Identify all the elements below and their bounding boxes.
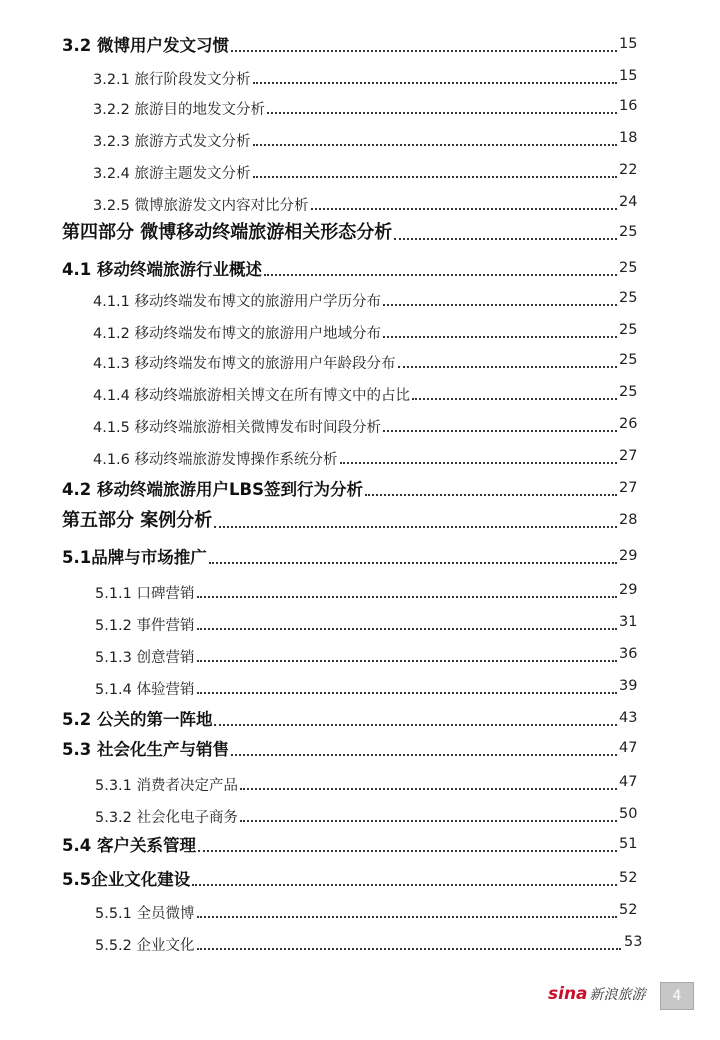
toc-leader-dots: [197, 660, 617, 662]
toc-entry-title: 3.2.3 旅游方式发文分析: [93, 134, 251, 150]
toc-entry-title: 5.1品牌与市场推广: [62, 548, 207, 567]
toc-entry[interactable]: [0, 92, 720, 122]
sina-travel-brand-text: 新浪旅游: [589, 987, 646, 1003]
toc-leader-dots: [209, 562, 617, 564]
toc-page-number: 25: [619, 290, 638, 306]
toc-entry-title: 4.1.6 移动终端旅游发博操作系统分析: [93, 452, 338, 468]
toc-leader-dots: [198, 850, 617, 852]
toc-page-number: 29: [619, 548, 638, 564]
toc-page-number: 24: [619, 194, 638, 210]
toc-entry[interactable]: [0, 346, 720, 376]
toc-page-number: 16: [619, 98, 638, 114]
toc-entry-title: 5.5.1 全员微博: [95, 906, 195, 922]
toc-leader-dots: [383, 336, 617, 338]
toc-page-number: 53: [624, 934, 643, 950]
toc-leader-dots: [340, 462, 617, 464]
toc-leader-dots: [383, 430, 617, 432]
toc-leader-dots: [197, 916, 617, 918]
toc-entry-title: 5.5.2 企业文化: [95, 938, 195, 954]
toc-entry-title: 5.1.1 口碑营销: [95, 586, 195, 602]
toc-entry[interactable]: [0, 928, 720, 958]
toc-page-number: 15: [619, 68, 638, 84]
toc-entry-title: 4.1.4 移动终端旅游相关博文在所有博文中的占比: [93, 388, 411, 404]
toc-leader-dots: [231, 50, 617, 52]
toc-leader-dots: [264, 274, 617, 276]
toc-leader-dots: [231, 754, 617, 756]
toc-leader-dots: [197, 948, 621, 950]
toc-entry[interactable]: [0, 864, 720, 894]
toc-entry-title: 4.1.5 移动终端旅游相关微博发布时间段分析: [93, 420, 382, 436]
toc-entry[interactable]: [0, 672, 720, 702]
toc-entry[interactable]: [0, 410, 720, 440]
toc-entry[interactable]: [0, 218, 720, 248]
toc-page-number: 26: [619, 416, 638, 432]
toc-entry-title: 3.2.2 旅游目的地发文分析: [93, 102, 266, 118]
toc-entry[interactable]: [0, 474, 720, 504]
toc-page-number: 50: [619, 806, 638, 822]
toc-page-number: 29: [619, 582, 638, 598]
toc-page-number: 51: [619, 836, 638, 852]
toc-entry-title: 4.1.1 移动终端发布博文的旅游用户学历分布: [93, 294, 382, 310]
toc-leader-dots: [398, 366, 617, 368]
toc-entry-title: 5.3 社会化生产与销售: [62, 740, 229, 759]
toc-page-number: 52: [619, 902, 638, 918]
toc-entry-title: 3.2 微博用户发文习惯: [62, 36, 229, 55]
toc-entry[interactable]: [0, 62, 720, 92]
toc-page-number: 25: [619, 384, 638, 400]
toc-entry[interactable]: [0, 124, 720, 154]
toc-leader-dots: [214, 724, 617, 726]
toc-entry-title: 3.2.4 旅游主题发文分析: [93, 166, 251, 182]
toc-entry[interactable]: [0, 188, 720, 218]
toc-page-number: 27: [619, 480, 638, 496]
toc-page-number: 25: [619, 260, 638, 276]
toc-leader-dots: [192, 884, 617, 886]
toc-entry[interactable]: [0, 442, 720, 472]
toc-entry[interactable]: [0, 768, 720, 798]
toc-page-number: 47: [619, 774, 638, 790]
toc-leader-dots: [214, 526, 617, 528]
toc-entry-title: 5.1.2 事件营销: [95, 618, 195, 634]
toc-entry[interactable]: [0, 640, 720, 670]
toc-leader-dots: [197, 596, 617, 598]
toc-entry-title: 第四部分 微博移动终端旅游相关形态分析: [62, 222, 393, 243]
toc-entry[interactable]: [0, 542, 720, 572]
sina-logo-wordmark: sina: [548, 984, 588, 1004]
toc-entry[interactable]: [0, 378, 720, 408]
page-number-badge: 4: [660, 982, 694, 1010]
toc-leader-dots: [253, 176, 617, 178]
toc-entry-title: 5.5企业文化建设: [62, 870, 191, 889]
toc-entry[interactable]: [0, 506, 720, 536]
toc-leader-dots: [394, 238, 617, 240]
toc-leader-dots: [267, 112, 617, 114]
toc-leader-dots: [197, 628, 617, 630]
toc-entry-title: 5.2 公关的第一阵地: [62, 710, 213, 729]
toc-entry-title: 5.3.1 消费者决定产品: [95, 778, 239, 794]
toc-entry[interactable]: [0, 30, 720, 60]
toc-leader-dots: [383, 304, 617, 306]
toc-entry-title: 3.2.1 旅行阶段发文分析: [93, 72, 251, 88]
toc-entry[interactable]: [0, 254, 720, 284]
toc-entry-title: 5.1.3 创意营销: [95, 650, 195, 666]
toc-leader-dots: [253, 144, 617, 146]
toc-entry[interactable]: [0, 830, 720, 860]
sina-travel-logo: [548, 984, 646, 1004]
toc-entry-title: 第五部分 案例分析: [62, 510, 213, 531]
toc-entry[interactable]: [0, 734, 720, 764]
toc-entry[interactable]: [0, 800, 720, 830]
toc-entry-title: 3.2.5 微博旅游发文内容对比分析: [93, 198, 309, 214]
toc-leader-dots: [412, 398, 617, 400]
toc-entry-title: 4.1 移动终端旅游行业概述: [62, 260, 262, 279]
toc-leader-dots: [240, 820, 617, 822]
toc-page-number: 47: [619, 740, 638, 756]
toc-page-number: 36: [619, 646, 638, 662]
toc-page-number: 25: [619, 224, 638, 240]
toc-page-number: 39: [619, 678, 638, 694]
toc-page-number: 18: [619, 130, 638, 146]
toc-page-number: 31: [619, 614, 638, 630]
toc-leader-dots: [240, 788, 617, 790]
toc-entry[interactable]: [0, 284, 720, 314]
toc-page-number: 25: [619, 352, 638, 368]
toc-page-number: 22: [619, 162, 638, 178]
toc-page-number: 27: [619, 448, 638, 464]
toc-entry[interactable]: [0, 608, 720, 638]
toc-leader-dots: [311, 208, 617, 210]
toc-page-number: 15: [619, 36, 638, 52]
toc-entry-title: 4.1.3 移动终端发布博文的旅游用户年龄段分布: [93, 356, 396, 372]
toc-leader-dots: [197, 692, 617, 694]
toc-entry-title: 5.1.4 体验营销: [95, 682, 195, 698]
toc-entry[interactable]: [0, 316, 720, 346]
toc-leader-dots: [253, 82, 617, 84]
toc-entry-title: 4.1.2 移动终端发布博文的旅游用户地域分布: [93, 326, 382, 342]
toc-entry[interactable]: [0, 576, 720, 606]
toc-leader-dots: [365, 494, 617, 496]
toc-entry-title: 4.2 移动终端旅游用户LBS签到行为分析: [62, 480, 363, 499]
toc-page-number: 43: [619, 710, 638, 726]
toc-entry[interactable]: [0, 896, 720, 926]
toc-page-number: 28: [619, 512, 638, 528]
toc-entry[interactable]: [0, 156, 720, 186]
toc-entry-title: 5.4 客户关系管理: [62, 836, 196, 855]
toc-page-number: 52: [619, 870, 638, 886]
toc-entry[interactable]: [0, 704, 720, 734]
toc-page-number: 25: [619, 322, 638, 338]
toc-entry-title: 5.3.2 社会化电子商务: [95, 810, 239, 826]
